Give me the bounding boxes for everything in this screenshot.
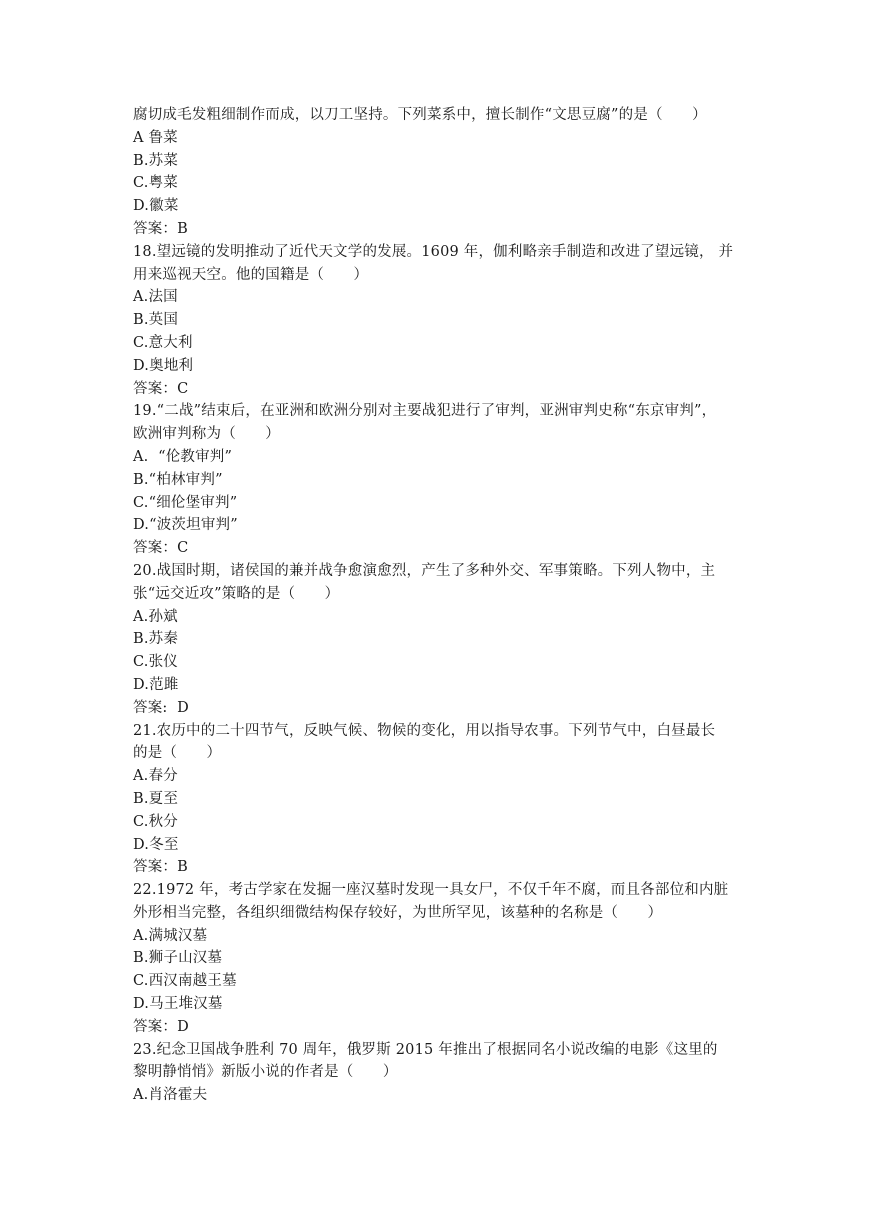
question-17-answer: 答案：B [133,220,188,237]
question-22-option-b: B.狮子山汉墓 [133,950,223,967]
question-21-option-c: C.秋分 [133,813,178,830]
question-23-stem-continued: 黎明静悄悄》新版小说的作者是（ ） [133,1064,398,1081]
question-20-option-d: D.范雎 [133,676,179,693]
question-21-option-a: A.春分 [133,768,178,785]
question-21-answer: 答案：B [133,859,188,876]
question-17-option-d: D.徽菜 [133,198,179,215]
question-18-option-b: B.英国 [133,312,179,329]
question-22-stem-continued: 外形相当完整，各组织细微结构保存较好，为世所罕见，该墓种的名称是（ ） [133,904,663,921]
question-21-option-d: D.冬至 [133,836,179,853]
question-22-option-d: D.马王堆汉墓 [133,996,223,1013]
question-19-stem: 19.“二战”结束后，在亚洲和欧洲分别对主要战犯进行了审判，亚洲审判史称“东京审判”， [133,403,717,420]
question-21-stem: 21.农历中的二十四节气，反映气候、物候的变化，用以指导农事。下列节气中，白昼最长 [133,722,716,739]
question-19-option-b: B.“柏林审判” [133,471,223,488]
question-17-option-a: A 鲁菜 [133,129,178,146]
question-17-stem-continued: 腐切成毛发粗细制作而成，以刀工坚持。下列菜系中，擅长制作“文思豆腐”的是（ ） [133,107,707,123]
question-20-stem-continued: 张“远交近攻”策略的是（ ） [133,585,340,602]
question-18-stem: 18.望远镜的发明推动了近代天文学的发展。1609 年，伽利略亲手制造和改进了望远镜， 并 [133,243,734,260]
question-22-answer: 答案：D [133,1018,189,1035]
question-23-option-a: A.肖洛霍夫 [133,1087,208,1104]
question-20-answer: 答案: D [133,699,189,716]
question-22-option-c: C.西汉南越王墓 [133,973,237,990]
question-21-option-b: B.夏至 [133,790,179,807]
question-17-option-c: C.粤菜 [133,175,178,192]
question-20-option-a: A.孙斌 [133,608,178,625]
question-20-stem: 20.战国时期，诸侯国的兼并战争愈演愈烈，产生了多种外交、军事策略。下列人物中，主 [133,562,716,579]
question-18-option-a: A.法国 [133,289,178,306]
question-21-stem-continued: 的是（ ） [133,745,222,762]
question-22-stem: 22.1972 年，考古学家在发掘一座汉墓时发现一具女尸，不仅千年不腐，而且各部位和内脏 [133,882,729,899]
question-22-option-a: A.满城汉墓 [133,927,208,944]
question-19-option-a: A. “伦教审判” [133,448,233,465]
question-18-answer: 答案：C [133,380,189,397]
question-19-answer: 答案：C [133,540,189,557]
question-18-option-d: D.奥地利 [133,357,194,374]
question-20-option-c: C.张仪 [133,654,178,671]
question-17-option-b: B.苏菜 [133,152,179,169]
question-18-stem-continued: 用来巡视天空。他的国籍是（ ） [133,266,369,283]
question-19-option-c: C.“细伦堡审判” [133,494,238,511]
document-page [133,104,741,1107]
question-19-option-d: D.“波茨坦审判” [133,517,238,534]
question-18-option-c: C.意大利 [133,334,193,351]
question-19-stem-continued: 欧洲审判称为（ ） [133,426,280,443]
question-20-option-b: B.苏秦 [133,631,179,648]
question-23-stem: 23.纪念卫国战争胜利 70 周年，俄罗斯 2015 年推出了根据同名小说改编的电影《这里的 [133,1041,718,1058]
